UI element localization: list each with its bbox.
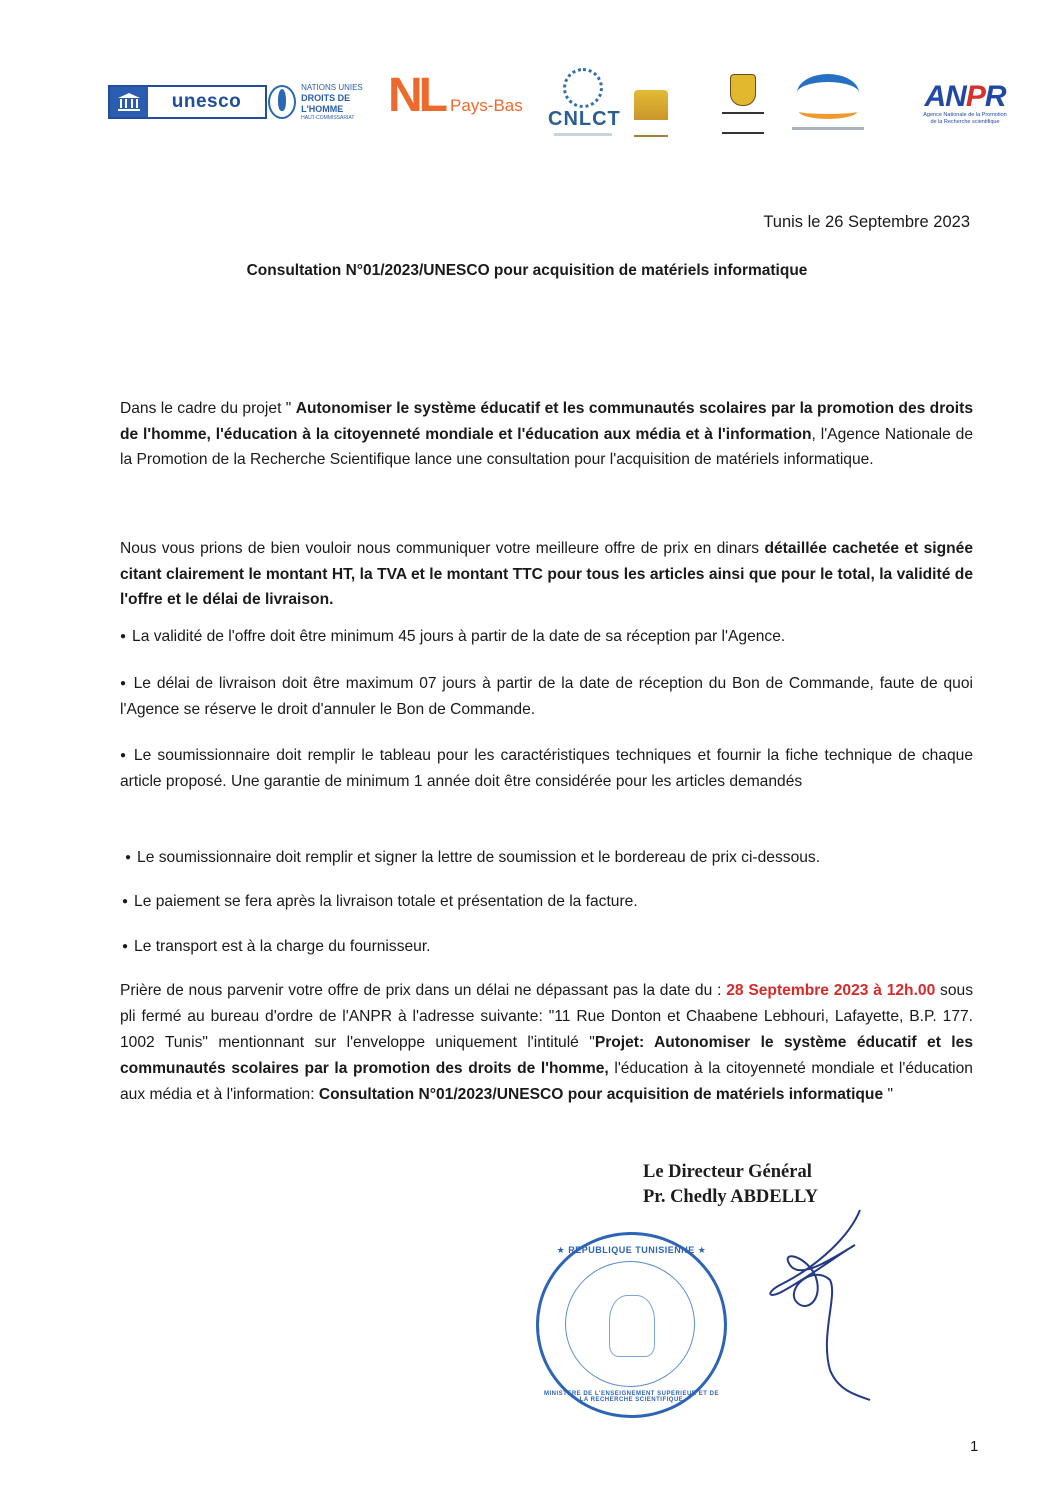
deadline-paragraph: Prière de nous parvenir votre offre de prix dans un délai ne dépassant pas la date du : 28 Septembre 2023 à 12h.00 sous pli fermé au bureau d'ordre de l'ANPR à l'adresse suivante: "11 Rue Donton et Chaabene Lebhouri, Lafayette, B.P. 177. 1002 Tunis" mentionnant sur l'enveloppe uniquement l'intitulé "Projet: Autonomiser le système éducatif et les communautés scolaires par la promotion des droits de l'homme, l'éducation à la citoyenneté mondiale et l'éducation aux média et à l'information: Consultation N°01/2023/UNESCO pour acquisition de matériels informatique " <box>120 982 974 1103</box>
official-stamp <box>536 1232 727 1418</box>
formation-professionnelle-logo <box>788 74 868 134</box>
swoosh-icon <box>799 104 857 119</box>
place-date: Tunis le 26 Septembre 2023 <box>763 213 970 231</box>
ohchr-line3: HAUT-COMMISSARIAT <box>301 114 355 121</box>
tunisia-coat-of-arms-icon <box>730 74 756 106</box>
ohchr-logo <box>268 82 388 122</box>
ofp-caption <box>792 127 864 130</box>
book-icon <box>634 90 668 120</box>
ministere-education-logo <box>626 68 676 148</box>
bullet-transport: ● Le transport est à la charge du fournisseur. <box>122 934 975 960</box>
unesco-logo <box>108 85 267 119</box>
ohchr-line1: NATIONS UNIES <box>301 82 363 92</box>
signatory-name: Pr. Chedly ABDELLY <box>643 1187 818 1207</box>
cnlct-subtitle <box>554 133 612 136</box>
un-emblem-icon <box>268 85 296 119</box>
cnlct-logo <box>548 68 621 148</box>
nl-mark: NL <box>388 69 444 122</box>
bullet-submission: ● Le soumissionnaire doit remplir et signer la lettre de soumission et le bordereau de prix ci-dessous. <box>125 845 978 871</box>
netherlands-logo <box>388 69 523 122</box>
handwritten-signature <box>760 1205 880 1405</box>
arabic-caption <box>722 112 764 134</box>
anpr-subtitle: Agence Nationale de la Promotion de la Recherche scientifique <box>923 112 1007 125</box>
project-name: Autonomiser le système éducatif et les communautés scolaires par la promotion des droits de l'homme, l'éducation à la citoyenneté mondiale et l'éducation aux média et à l'information <box>120 400 973 443</box>
anpr-logo <box>920 82 1010 142</box>
request-paragraph: Nous vous prions de bien vouloir nous communiquer votre meilleure offre de prix en dinars détaillée cachetée et signée citant clairement le montant HT, la TVA et le montant TTC pour tous les articles ainsi que pour le total, la validité de l'offre et le délai de livraison. <box>120 540 974 608</box>
unesco-temple-icon <box>110 87 148 117</box>
ohchr-line2: DROITS DE L'HOMME <box>301 92 351 114</box>
unesco-wordmark: unesco <box>171 91 242 112</box>
cnlct-emblem-icon <box>563 68 603 108</box>
letter-title: Consultation N°01/2023/UNESCO pour acquisition de matériels informatique <box>246 262 808 279</box>
partner-logos <box>108 68 1008 148</box>
bullet-technical: ● Le soumissionnaire doit remplir le tableau pour les caractéristiques techniques et fournir la fiche technique de chaque article proposé. Une garantie de minimum 1 année doit être considérée pour les articles demandés <box>120 743 973 794</box>
stamp-top-text: ★ REPUBLIQUE TUNISIENNE ★ <box>556 1245 707 1255</box>
signatory-block <box>643 1160 818 1210</box>
signatory-role: Le Directeur Général <box>643 1162 812 1182</box>
anpr-wordmark: ANPR <box>924 80 1006 113</box>
cnlct-wordmark: CNLCT <box>548 108 621 130</box>
arabic-caption <box>634 125 668 137</box>
deadline-date: 28 Septembre 2023 à 12h.00 <box>726 982 936 999</box>
stamp-figure-icon <box>609 1295 655 1357</box>
bullet-delivery: ● Le délai de livraison doit être maximum 07 jours à partir de la date de réception du Bon de Commande, faute de quoi l'Agence se réserve le droit d'annuler le Bon de Commande. <box>120 671 973 722</box>
page-number: 1 <box>970 1438 979 1455</box>
intro-paragraph: Dans le cadre du projet " Autonomiser le système éducatif et les communautés scolaires par la promotion des droits de l'homme, l'éducation à la citoyenneté mondiale et l'éducation aux média et à l'information, l'Agence Nationale de la Promotion de la Recherche Scientifique lance une consultation pour l'acquisition de matériels informatique. <box>120 400 974 468</box>
ministere-enseignement-superieur-logo <box>718 68 768 148</box>
nl-country-label: Pays-Bas <box>449 96 523 115</box>
bullet-validity: ● La validité de l'offre doit être minimum 45 jours à partir de la date de sa réception par l'Agence. <box>120 624 973 650</box>
bullet-payment: ● Le paiement se fera après la livraison totale et présentation de la facture. <box>122 889 975 915</box>
stamp-bottom-text: MINISTERE DE L'ENSEIGNEMENT SUPERIEUR ET DE LA RECHERCHE SCIENTIFIQUE <box>544 1391 719 1403</box>
offer-requirements: détaillée cachetée et signée citant clairement le montant HT, la TVA et le montant TTC pour tous les articles ainsi que pour le total, la validité de l'offre et le délai de livraison. <box>120 540 974 608</box>
